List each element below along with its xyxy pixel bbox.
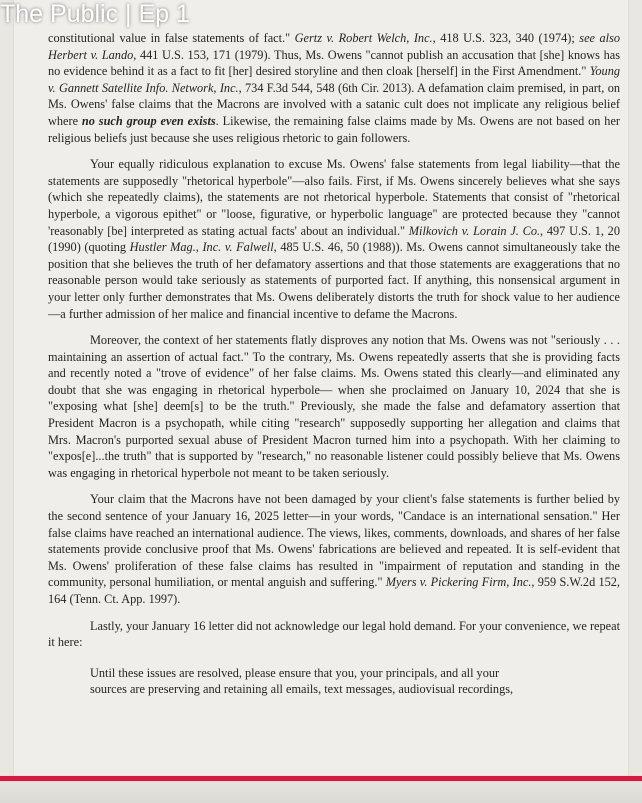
text-run: , 734 F.3d 544, 548 (6th Cir. 2013). A defamation claim premised, in part, on Ms. Owens' false claims that the Macrons are involved with a satanic cult does not implicate any religious belief where	[48, 80, 621, 128]
paragraph-4	[48, 491, 620, 607]
text-run: , 497 U.S. 1, 20 (1990) (quoting	[48, 223, 620, 255]
case-citation: Hustler Mag., Inc. v. Falwell	[129, 240, 274, 255]
case-citation: Milkovich v. Lorain J. Co.	[408, 223, 541, 238]
paragraph-6	[48, 665, 620, 698]
text-run: , 418 U.S. 323, 340 (1974);	[432, 31, 580, 45]
case-citation: see also Herbert v. Lando	[48, 31, 621, 62]
text-run: . Likewise, the remaining false claims made by Ms. Owens are not based on her religious beliefs just because she uses religious rhetoric to gain followers.	[48, 113, 620, 145]
text-run: sources are preserving and retaining all emails, text messages, audiovisual recordings,	[90, 682, 514, 697]
text-run: , 485 U.S. 46, 50 (1988)). Ms. Owens cannot simultaneously take the position that she believes the truth of her defamatory assertions and that those statements are exaggerations that no reasonable person would take seriously as statements of purported fact. If anything, this nonsensical argument in your letter only further demonstrates that Ms. Owens deliberately distorts the truth for shock value to her audience—a further admission of her malice and financial incentive to defame the Macrons.	[48, 240, 620, 321]
text-run: , 959 S.W.2d 152, 164 (Tenn. Ct. App. 1997).	[48, 575, 621, 606]
document-page	[14, 0, 628, 803]
paragraph-1	[48, 30, 620, 146]
case-citation: Myers v. Pickering Firm, Inc.	[385, 575, 532, 590]
player-bottom-area	[0, 781, 642, 803]
text-run: Until these issues are resolved, please ensure that you, your principals, and all your	[90, 665, 500, 680]
case-citation: Young v. Gannett Satellite Info. Network, Inc.	[48, 64, 620, 95]
paragraph-2	[48, 156, 620, 322]
emphasis-text: no such group even exists	[81, 113, 216, 128]
letter-body	[48, 30, 620, 708]
text-run: Your equally ridiculous explanation to excuse Ms. Owens' false statements from legal liability—that the statements are supposedly "rhetorical hyperbole"—also fails. First, if Ms. Owens sincerely believes what she says (which she repeatedly claims), the statements are not rhetorical hyperbole. Statements that consist of "rhetorical hyperbole, a vigorous epithet" or "loose, figurative, or hyperbolic language" are protected because they "cannot 'reasonably [be] interpreted as stating actual facts' about an individual."	[48, 157, 620, 238]
case-citation: Gertz v. Robert Welch, Inc.	[294, 31, 433, 45]
paragraph-5: Lastly, your January 16 letter did not acknowledge our legal hold demand. For your convenience, we repeat it here:	[48, 618, 620, 650]
paragraph-3: Moreover, the context of her statements flatly disproves any notion that Ms. Owens was not "seriously . . . maintaining an assertion of actual fact." To the contrary, Ms. Owens repeatedly asserts that she is providing facts and recently noted a "trove of evidence" of her false claims. Ms. Owens stated this clearly—and eliminated any doubt that she was engaging in rhetorical hyperbole— when she proclaimed on January 10, 2024 that she is "exposing what [she] deem[s] to be the truth." Previously, she made the false and defamatory assertion that President Macron is a psychopath, while citing "research" supposedly supporting her allegation and claims that Mrs. Macron's purported sexual abuse of President Macron turned him into a psychopath. With her claiming to "expos[e]...the truth" that is supported by "research," no reasonable listener could possibly believe that Ms. Owens was engaging in rhetorical hyperbole not meant to be taken seriously.	[48, 333, 620, 480]
text-run: Your claim that the Macrons have not been damaged by your client's false statements is further belied by the second sentence of your January 16, 2025 letter—in your words, "Candace is an international sensation." Her false claims have reached an international audience. The views, likes, comments, downloads, and shares of her false statements provide conclusive proof that Ms. Owens' fabrications are believed and repeated. It is self-evident that Ms. Owens' proliferation of these false claims has resulted in "impairment of reputation and standing in the community, personal humiliation, or mental anguish and suffering."	[48, 492, 620, 590]
video-title: The Public | Ep 1	[0, 0, 190, 28]
text-run: constitutional value in false statements of fact."	[48, 31, 295, 45]
text-run: , 441 U.S. 153, 171 (1979). Thus, Ms. Owens "cannot publish an accusation that [she] knows has no evidence behind it as a fact to fit [her] desired storyline and then cloak [herself] in the First Amendment."	[48, 47, 620, 79]
